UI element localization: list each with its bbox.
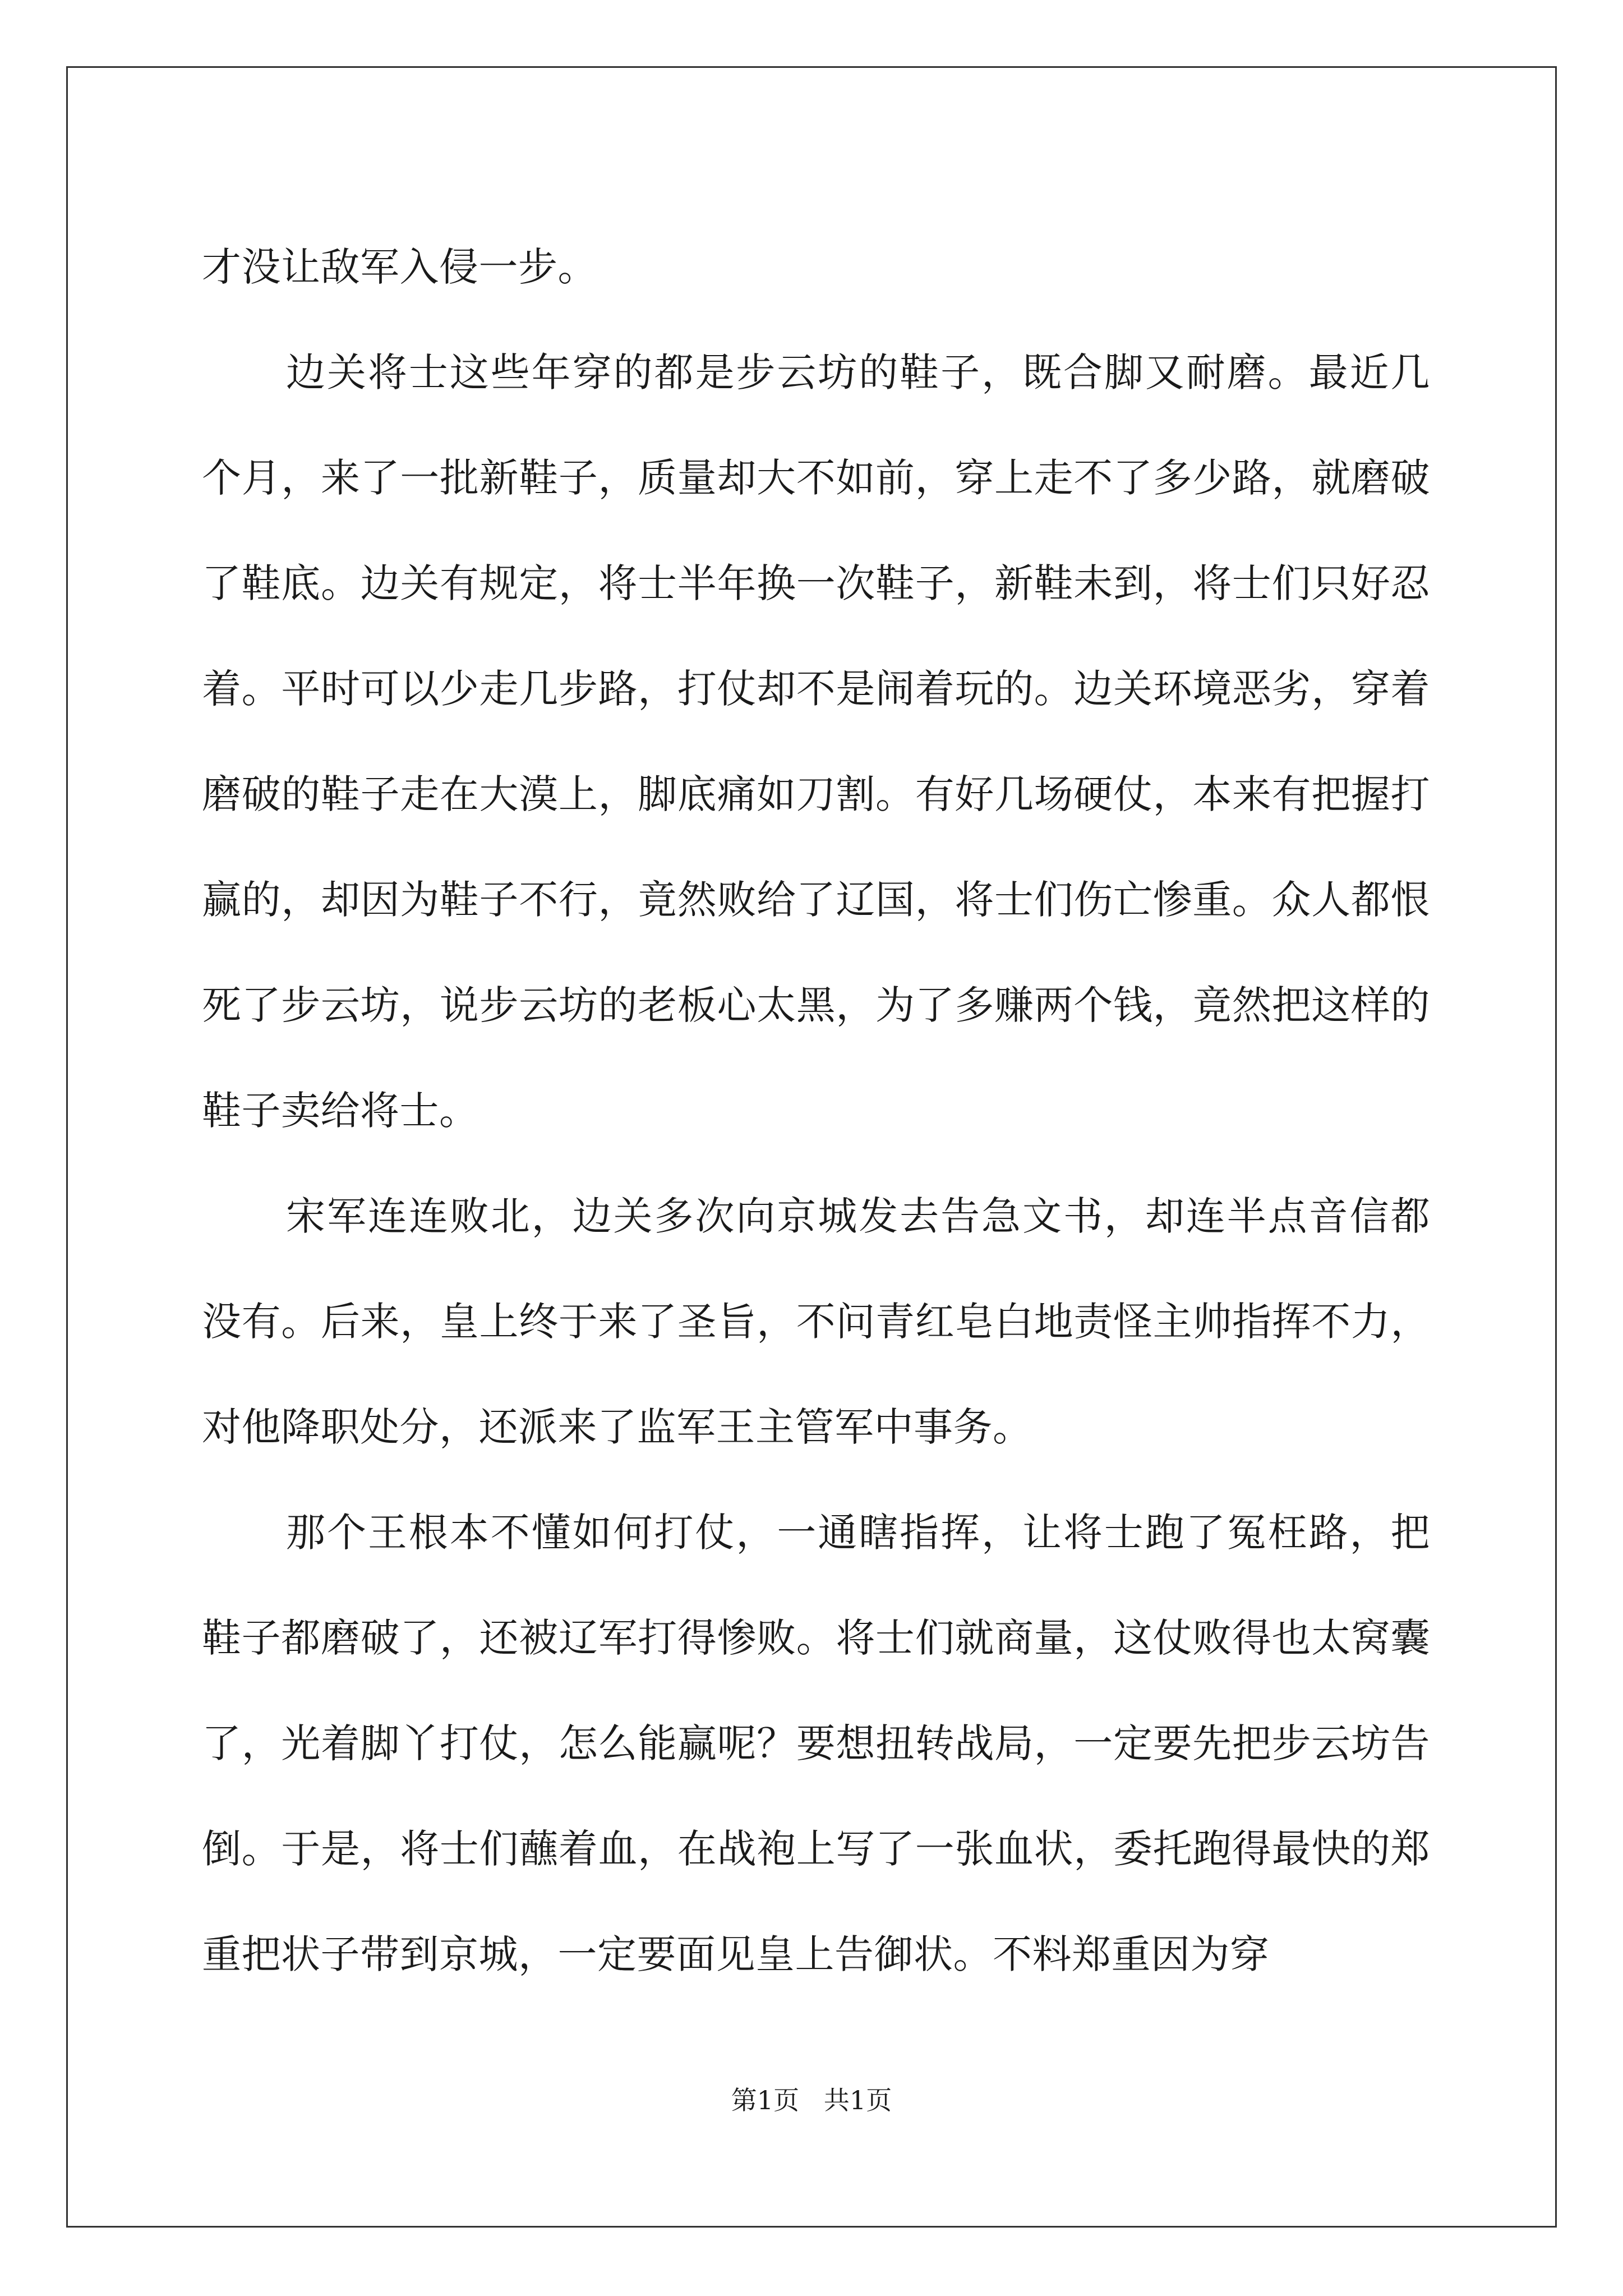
page-footer: 第1页 共1页 — [731, 2085, 892, 2115]
paragraph-4: 那个王根本不懂如何打仗，一通瞎指挥，让将士跑了冤枉路，把鞋子都磨破了，还被辽军打得惨败。将士们就商量，这仗败得也太窝囊了，光着脚丫打仗，怎么能赢呢？要想扭转战局，一定要先把步云坊告倒。于是，将士们蘸着血，在战袍上写了一张血状，委托跑得最快的郑重把状子带到京城，一定要面见皇上告御状。不料郑重因为穿 — [202, 1510, 1430, 1977]
paragraph-1: 才没让敌军入侵一步。 — [202, 244, 597, 290]
document-body — [202, 214, 1430, 2007]
paragraph-3: 宋军连连败北，边关多次向京城发去告急文书，却连半点音信都没有。后来，皇上终于来了圣旨，不问青红皂白地责怪主帅指挥不力，对他降职处分，还派来了监军王主管军中事务。 — [202, 1193, 1430, 1450]
paragraph-2: 边关将士这些年穿的都是步云坊的鞋子，既合脚又耐磨。最近几个月，来了一批新鞋子，质量却大不如前，穿上走不了多少路，就磨破了鞋底。边关有规定，将士半年换一次鞋子，新鞋未到，将士们只好忍着。平时可以少走几步路，打仗却不是闹着玩的。边关环境恶劣，穿着磨破的鞋子走在大漠上，脚底痛如刀割。有好几场硬仗，本来有把握打赢的，却因为鞋子不行，竟然败给了辽国，将士们伤亡惨重。众人都恨死了步云坊，说步云坊的老板心太黑，为了多赚两个钱，竟然把这样的鞋子卖给将士。 — [202, 349, 1430, 1134]
